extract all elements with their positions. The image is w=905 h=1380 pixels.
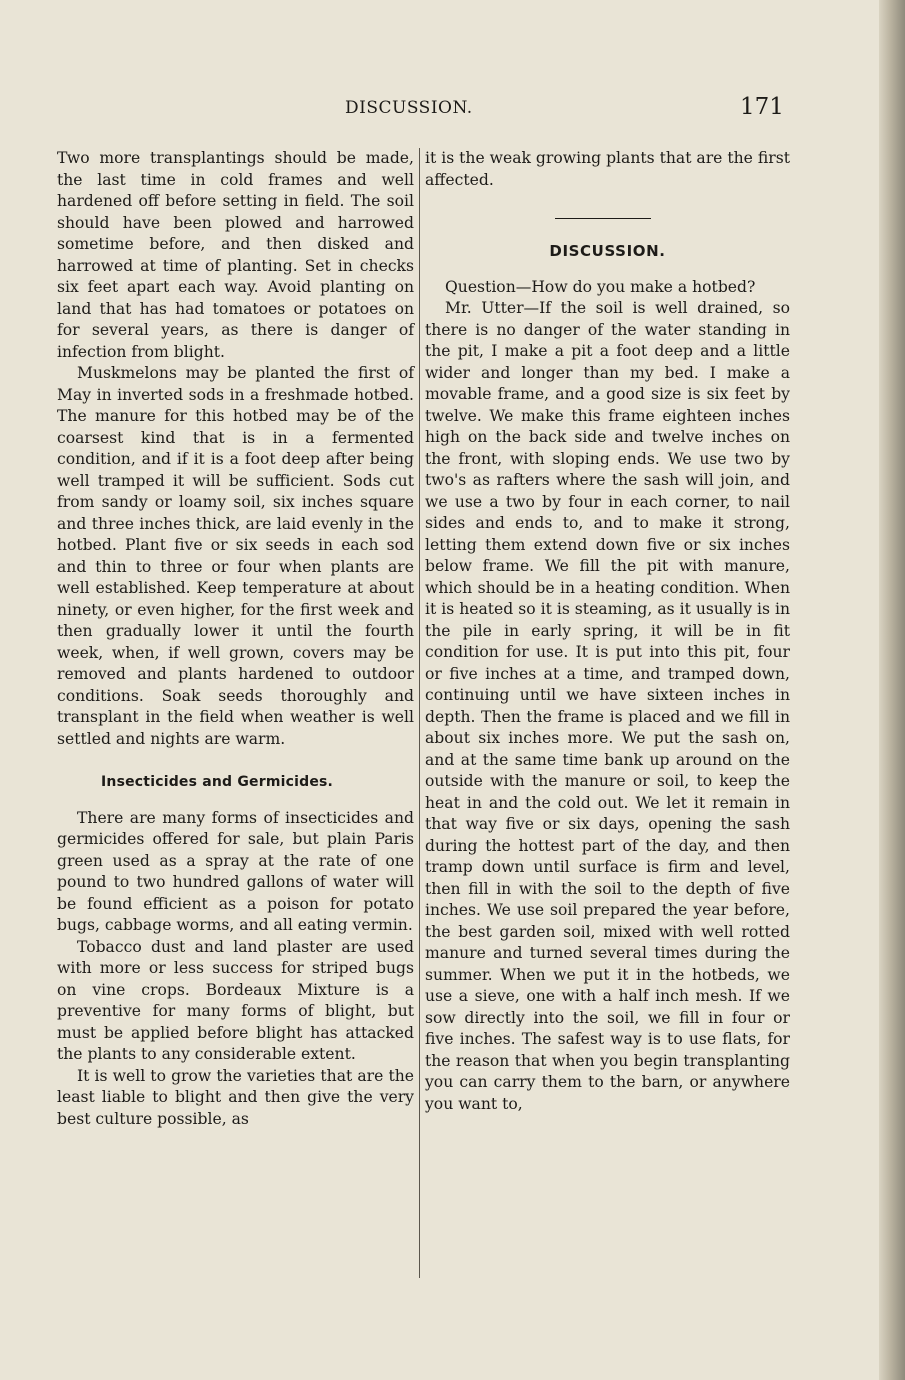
paragraph: Muskmelons may be planted the first of May in inverted sods in a freshmade hotbed. The manure for this hotbed may be of the coarsest kind that is in a fermented condition, and if it is a foot deep after being well tramped it will be sufficient. Sods cut from sandy or loamy soil, six inches square and three inches thick, are laid evenly in the hotbed. Plant five or six seeds in each sod and thin to three or four when plants are well established. Keep temperature at about ninety, or even higher, for the first week and then gradually lower it until the fourth week, when, if well grown, covers may be removed and plants hardened to outdoor conditions. Soak seeds thoroughly and transplant in the field when weather is well settled and nights are warm. xyxy=(57,364,414,748)
running-head xyxy=(0,94,905,128)
section-divider xyxy=(555,218,651,219)
answer-paragraph: Mr. Utter—If the soil is well drained, so there is no danger of the water standing in the pit, I make a pit a foot deep and a little wider and longer than my bed. I make a movable frame, and a good size is six feet by twelve. We make this frame eighteen inches high on the back side and twelve inches on the front, with sloping ends. We use two by two's as rafters where the sash will join, and we use a two by four in each corner, to nail sides and ends to, and to make it strong, letting them extend down five or six inches below frame. We fill the pit with manure, which should be in a heating condition. When it is heated so it is steaming, as it usually is in the pile in early spring, it will be in fit condition for use. It is put into this pit, four or five inches at a time, and tramped down, continuing until we have sixteen inches in depth. Then the frame is placed and we fill in about six inches more. We put the sash on, and at the same time bank up around on the outside with the manure or soil, to keep the heat in and the cold out. We let it remain in that way five or six days, opening the sash during the hottest part of the day, and then tramp down until surface is firm and level, then fill in with the soil to the depth of five inches. We use soil prepared the year before, the best garden soil, mixed with well rotted manure and turned several times during the summer. When we put it in the hotbeds, we use a sieve, one with a half inch mesh. If we sow directly into the soil, we fill in four or five inches. The safest way is to use flats, for the reason that when you begin transplanting you can carry them to the barn, or anywhere you want to, xyxy=(425,299,790,1113)
paragraph: Two more transplantings should be made, the last time in cold frames and well hardened off before setting in field. The soil should have been plowed and harrowed sometime before, and then disked and harrowed at time of planting. Set in checks six feet apart each way. Avoid planting on land that has had tomatoes or potatoes on for several years, as there is danger of infection from blight. xyxy=(57,149,414,361)
paragraph: There are many forms of insecticides and germicides offered for sale, but plain Paris green used as a spray at the rate of one pound to two hundred gallons of water will be found efficient as a poison for potato bugs, cabbage worms, and all eating vermin. xyxy=(57,808,414,934)
paragraph: Tobacco dust and land plaster are used with more or less success for striped bugs on vine crops. Bordeaux Mixture is a preventive for many forms of blight, but must be applied before blight has attacked the plants to any considerable extent. xyxy=(57,937,414,1063)
paragraph: It is well to grow the varieties that are the least liable to blight and then give the very best culture possible, as xyxy=(57,1066,414,1128)
column-divider xyxy=(419,148,420,1278)
paragraph: it is the weak growing plants that are the first affected. xyxy=(425,149,790,189)
right-column xyxy=(425,148,790,1115)
left-column xyxy=(57,148,414,1130)
running-title: DISCUSSION. xyxy=(345,98,473,118)
page-edge xyxy=(879,0,905,1380)
subheading: Insecticides and Germicides. xyxy=(101,774,334,790)
question-paragraph: Question—How do you make a hotbed? xyxy=(445,277,756,296)
page-number: 171 xyxy=(740,94,784,120)
section-heading: DISCUSSION. xyxy=(549,242,666,260)
